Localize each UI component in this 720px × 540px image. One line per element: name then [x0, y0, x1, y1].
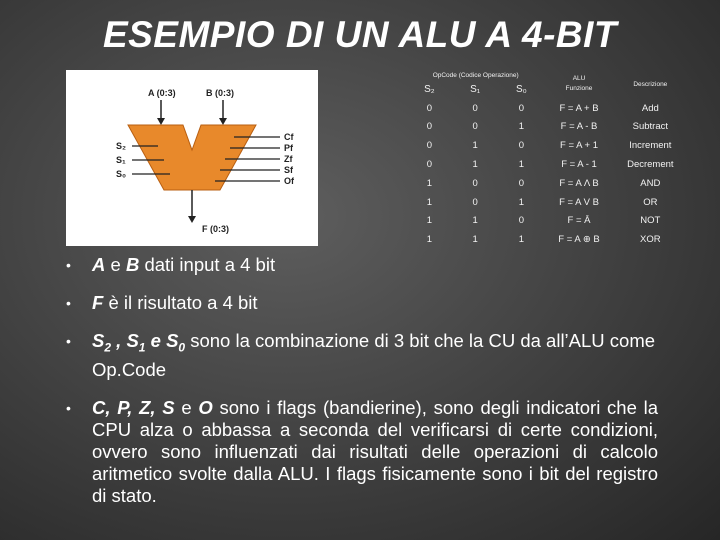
term-s0: S [166, 330, 179, 351]
flag-sf-label: Sf [284, 165, 293, 175]
cell-s0: 1 [518, 234, 525, 246]
description-header: Descrizione [633, 80, 668, 88]
cell-function: F = A V B [559, 196, 599, 208]
cell-function: F = A Λ B [559, 177, 599, 189]
col-header-s2: S₂ [424, 83, 435, 95]
select-s2-label: S₂ [116, 141, 127, 151]
table-row [406, 136, 688, 155]
input-b-arrowhead [219, 118, 227, 125]
term-s0-sub: 0 [178, 340, 186, 355]
cell-s0: 1 [518, 159, 525, 171]
cell-function: F = A + B [559, 102, 599, 114]
term-a: A [92, 254, 106, 275]
table-row [406, 212, 688, 231]
cell-s2: 1 [426, 177, 433, 189]
table-row [406, 193, 688, 212]
cell-s1: 1 [472, 159, 478, 171]
opcode-header: OpCode (Codice Operazione) [432, 71, 519, 79]
cell-s0: 1 [518, 121, 525, 133]
term-b: B [125, 254, 140, 275]
cell-s1: 0 [472, 102, 478, 114]
bullet-text: e [145, 330, 167, 351]
bullet-text: sono i flags (bandierine), sono degli indicatori che la CPU alza o abbassa a seconda del verificarsi di certe condizioni, ovvero sono influenzati dai risultati delle operazioni di calcolo aritmetico svolte dalla ALU. I flags fisicamente sono i bit del registro di stato. [92, 396, 658, 506]
select-s0-label: S₀ [116, 169, 127, 179]
output-f-label: F (0:3) [202, 224, 229, 234]
flag-zf-label: Zf [284, 154, 293, 164]
flag-of-label: Of [284, 176, 294, 186]
cell-function: F = Ā [567, 215, 591, 227]
cell-s1: 1 [472, 234, 478, 246]
bullet-item [66, 330, 658, 381]
term-o: O [198, 396, 213, 418]
alu-diagram-svg [66, 70, 318, 246]
bullet-text: è il risultato a 4 bit [103, 292, 258, 313]
term-flags: C, P, Z, S [92, 396, 175, 418]
cell-s0: 0 [518, 177, 525, 189]
bullet-text: sono la combinazione di 3 bit che la CU da all’ALU come Op.Code [92, 330, 656, 380]
term-s2: S [92, 330, 105, 351]
cell-description: Add [641, 102, 659, 114]
cell-s1: 1 [472, 215, 478, 227]
table-row [406, 230, 688, 249]
cell-s1: 1 [472, 140, 478, 152]
table-row [406, 174, 688, 193]
cell-s1: 0 [472, 177, 478, 189]
bullet-text: e [174, 396, 199, 418]
bullet-dot: • [66, 295, 71, 311]
cell-s2: 1 [426, 196, 433, 208]
cell-description: OR [643, 196, 658, 208]
alu-function-header [545, 70, 612, 99]
cell-description: XOR [640, 234, 661, 246]
input-b-label: B (0:3) [206, 88, 235, 98]
term-s1-sub: 1 [138, 340, 146, 355]
table-row [406, 99, 688, 118]
col-header-s1: S₁ [470, 83, 481, 95]
alu-header-line2: Funzione [565, 85, 593, 93]
output-f-arrowhead [188, 216, 196, 223]
bullet-dot: • [66, 333, 71, 349]
alu-diagram [66, 70, 318, 246]
input-a-arrowhead [157, 118, 165, 125]
cell-s0: 0 [518, 140, 525, 152]
cell-function: F = A - 1 [561, 159, 597, 171]
flag-pf-label: Pf [284, 143, 293, 153]
cell-s0: 0 [518, 102, 525, 114]
table-row [406, 155, 688, 174]
cell-function: F = A ⊕ B [558, 234, 600, 246]
cell-description: AND [640, 177, 661, 189]
bullet-list [66, 254, 658, 507]
cell-s2: 1 [426, 215, 433, 227]
bullet-item [66, 254, 658, 276]
alu-header-line1: ALU [572, 75, 586, 83]
bullet-item [66, 292, 658, 314]
bullet-text: e [105, 254, 126, 275]
opcode-table [406, 70, 688, 249]
bullet-dot: • [66, 257, 71, 273]
input-a-label: A (0:3) [148, 88, 176, 98]
bullet-dot: • [66, 399, 71, 416]
cell-s2: 1 [426, 234, 433, 246]
col-header-s0: S₀ [515, 83, 527, 95]
cell-description: Increment [629, 140, 672, 152]
slide-title: ESEMPIO DI UN ALU A 4-BIT [102, 14, 618, 55]
cell-s1: 0 [472, 121, 478, 133]
table-row [406, 118, 688, 137]
alu-shape [128, 125, 256, 190]
cell-function: F = A - B [560, 121, 598, 133]
term-f: F [92, 292, 104, 313]
cell-s2: 0 [426, 121, 433, 133]
term-s1: S [126, 330, 139, 351]
cell-s2: 0 [426, 140, 433, 152]
cell-s1: 0 [472, 196, 478, 208]
cell-description: Decrement [627, 159, 674, 171]
bullet-text: , [111, 330, 127, 351]
term-s2-sub: 2 [104, 340, 112, 355]
bullet-text: dati input a 4 bit [139, 254, 276, 275]
bullet-item [66, 397, 658, 507]
cell-description: NOT [640, 215, 661, 227]
cell-s2: 0 [426, 159, 433, 171]
cell-s0: 1 [518, 196, 525, 208]
cell-function: F = A + 1 [560, 140, 599, 152]
cell-s2: 0 [426, 102, 433, 114]
cell-s0: 0 [518, 215, 525, 227]
cell-description: Subtract [632, 121, 669, 133]
flag-cf-label: Cf [284, 132, 294, 142]
select-s1-label: S₁ [116, 155, 126, 165]
